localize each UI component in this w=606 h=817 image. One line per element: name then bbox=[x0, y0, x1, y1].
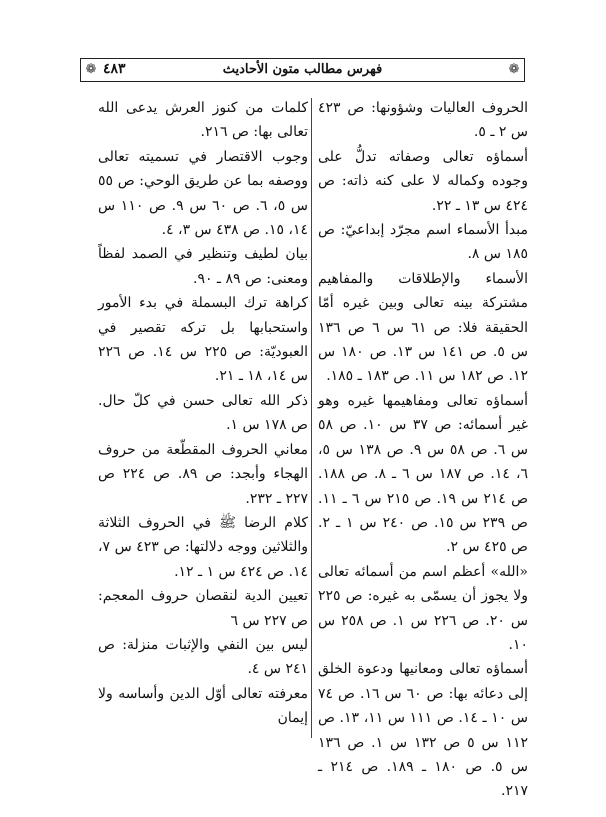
index-entry: أسماؤه تعالى وصفاته تدلُّ على وجوده وكماله لا على كنه ذاته: ص ٤٢٤ س ١٣ ـ ٢٢. bbox=[318, 148, 528, 214]
index-entry: الأسماء والإطلاقات والمفاهيم مشتركة بينه تعالى وبين غيره أمّا الحقيقة فلا: ص ٦١ س ٦ ص ١٣٦ س ٥. ص ١٤١ س ١٣. ص ١٨٠ س ١٢. ص ١٨٢ س ١١. ص ١٨٣ ـ ١٨٥. bbox=[318, 270, 528, 385]
ornament-icon: ❁ bbox=[85, 62, 97, 77]
index-entry: ليس بين النفي والإثبات منزلة: ص ٢٤١ س ٤. bbox=[98, 636, 308, 678]
left-column bbox=[98, 96, 308, 731]
right-column bbox=[318, 96, 528, 804]
index-entry: وجوب الاقتصار في تسميته تعالى ووصفه بما عن طريق الوحي: ص ٥٥ س ٥، ٦. ص ٦٠ س ٩. ص ١١٠ س ١٤، ١٥. ص ٤٣٨ س ٣، ٤. bbox=[98, 148, 309, 239]
index-entry: معرفته تعالى أوّل الدين وأساسه ولا إيمان bbox=[98, 685, 308, 727]
index-entry: معاني الحروف المقطّعة من حروف الهجاء وأبجد: ص ٨٩. ص ٢٢٤ ص ٢٢٧ ـ ٢٣٢. bbox=[98, 441, 308, 507]
index-entry: تعيين الدية لنقصان حروف المعجم: ص ٢٢٧ س ٦ bbox=[98, 588, 308, 629]
index-entry: مبدأ الأسماء اسم مجرّد إبداعيّ: ص ١٨٥ س ٨. bbox=[318, 222, 528, 263]
page-title: فهرس مطالب متون الأحاديث bbox=[222, 62, 383, 77]
index-entry: ذكر الله تعالى حسن في كلّ حال. ص ١٧٨ س ١. bbox=[98, 392, 308, 434]
index-entry: الحروف العاليات وشؤونها: ص ٤٢٣ س ٢ ـ ٥. bbox=[318, 100, 528, 141]
page-number: ٤٨٣ bbox=[103, 61, 126, 77]
index-entry: كلام الرضا ﷺ في الحروف الثلاثة والثلاثين ووجه دلالتها: ص ٤٢٣ س ٧، ١٤. ص ٤٢٤ س ١ ـ ١٢. bbox=[98, 514, 309, 580]
index-entry: أسماؤه تعالى ومعانيها ودعوة الخلق إلى دعائه بها: ص ٦٠ س ١٦. ص ٧٤ س ١٠ ـ ١٤. ص ١١١ س ١١، ١٣. ص ١١٢ س ٥ ص ١٣٢ س ١. ص ١٣٦ س ٥. ص ١٨٠ ـ ١٨٩. ص ٢١٤ ـ ٢١٧. bbox=[318, 661, 529, 800]
index-entry: بيان لطيف وتنظير في الصمد لفظاً ومعنى: ص ٨٩ ـ ٩٠. bbox=[98, 246, 308, 287]
running-header bbox=[80, 58, 525, 82]
index-entry: أسماؤه تعالى ومفاهيمها غيره وهو غير أسمائه: ص ٣٧ س ١٠. ص ٥٨ س ٦. ص ٥٨ س ٩. ص ١٣٨ س ٥، ٦، ١٤. ص ١٨٧ س ٦ ـ ٨. ص ١٨٨. ص ٢١٤ س ١٩. ص ٢١٥ س ٦ ـ ١١. ص ٢٣٩ س ١٥. ص ٢٤٠ س ١ ـ ٢. ص ٤٢٥ س ٢. bbox=[318, 392, 529, 556]
index-entry: «الله» أعظم اسم من أسمائه تعالى ولا يجوز أن يسمّى به غيره: ص ٢٢٥ س ٢٠. ص ٢٢٦ س ١. ص ٢٥٨ س ١٠. bbox=[318, 563, 528, 653]
column-divider bbox=[311, 98, 312, 738]
ornament-icon: ❁ bbox=[508, 62, 520, 77]
index-entry: كراهة ترك البسملة في بدء الأمور واستحبابها بل تركه تقصير في العبوديّة: ص ٢٢٥ س ١٤. ص ٢٢٦ س ١٤، ١٨ ـ ٢١. bbox=[98, 295, 309, 385]
index-entry: كلمات من كنوز العرش يدعى الله تعالى بها: ص ٢١٦. bbox=[98, 100, 308, 141]
